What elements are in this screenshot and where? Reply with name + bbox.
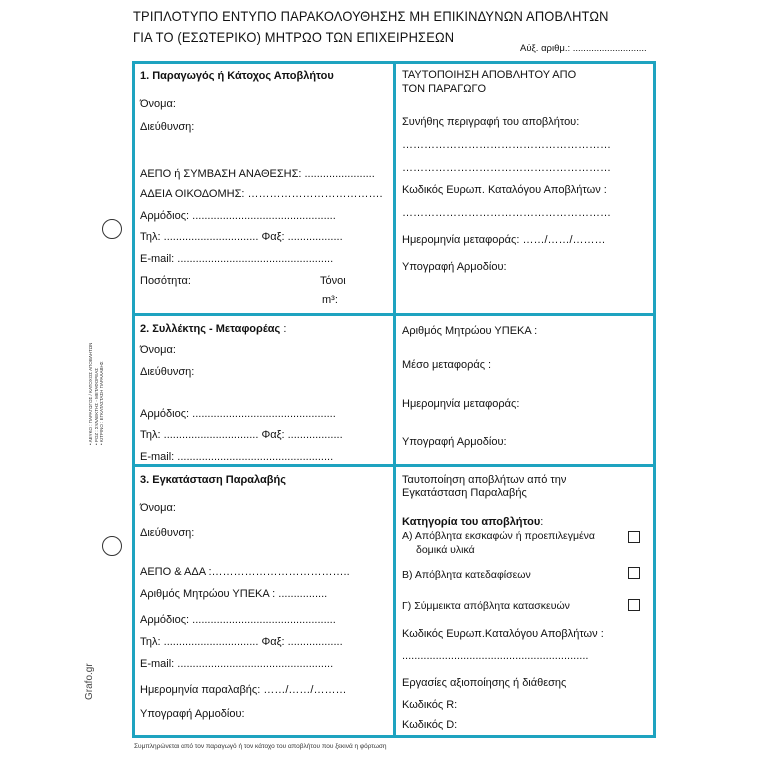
section-3-heading: 3. Εγκατάσταση Παραλαβής <box>140 474 286 486</box>
collector-address-field[interactable]: Διεύθυνση: <box>140 366 195 378</box>
collector-signature-field[interactable]: Υπογραφή Αρμοδίου: <box>402 436 507 448</box>
usual-description-label: Συνήθης περιγραφή του αποβλήτου: <box>402 116 580 128</box>
brand-label: Grafo.gr <box>84 663 95 700</box>
form-title-line-2: ΓΙΑ ΤΟ (ΕΣΩΤΕΡΙΚΟ) ΜΗΤΡΩΟ ΤΩΝ ΕΠΙΧΕΙΡΗΣΕΩΝ <box>133 29 455 45</box>
category-b-label: Β) Απόβλητα κατεδαφίσεων <box>402 569 531 581</box>
punch-hole-bottom <box>102 536 122 556</box>
section-1-heading: 1. Παραγωγός ή Κάτοχος Αποβλήτου <box>140 70 334 82</box>
facility-phone-fax-field[interactable]: Τηλ: ............................... Φαξ: .................. <box>140 636 343 648</box>
quantity-label: Ποσότητα: <box>140 275 191 287</box>
producer-address-field[interactable]: Διεύθυνση: <box>140 121 195 133</box>
waste-category-label-text: Κατηγορία του αποβλήτου <box>402 516 541 528</box>
receipt-date-field[interactable]: Ημερομηνία παραλαβής: ……/……/……… <box>140 684 347 696</box>
producer-aepo-field[interactable]: ΑΕΠΟ ή ΣΥΜΒΑΣΗ ΑΝΑΘΕΣΗΣ: ....................... <box>140 168 375 180</box>
collector-responsible-field[interactable]: Αρμόδιος: ............................................... <box>140 408 336 420</box>
facility-waste-id-heading-line-1: Ταυτοποίηση αποβλήτων από την <box>402 474 567 486</box>
category-a-label-line-2: δομικά υλικά <box>416 544 475 556</box>
category-c-label: Γ) Σύμμεικτα απόβλητα κατασκευών <box>402 600 570 612</box>
transport-means-field[interactable]: Μέσο μεταφοράς : <box>402 359 492 371</box>
punch-hole-top <box>102 219 122 239</box>
facility-aepo-ada-field[interactable]: ΑΕΠΟ & ΑΔΑ :……………………………….. <box>140 566 350 578</box>
section-2-heading <box>140 323 286 335</box>
collector-email-field[interactable]: E-mail: ................................................... <box>140 451 334 463</box>
category-c-checkbox[interactable] <box>628 599 640 611</box>
section-2-heading-text: 2. Συλλέκτης - Μεταφορέας <box>140 323 281 335</box>
waste-id-heading-line-2: ΤΟΝ ΠΑΡΑΓΩΓΟ <box>402 83 487 95</box>
category-b-checkbox[interactable] <box>628 567 640 579</box>
facility-name-field[interactable]: Όνομα: <box>140 502 176 514</box>
copy-legend-white: • ΛΕΥΚΟ : ΠΑΡΑΓΩΓΟΣ / ΚΑΤΟΧΟΣ ΑΠΟΒΛΗΤΩΝ <box>88 342 93 445</box>
recovery-disposal-label: Εργασίες αξιοποίησης ή διάθεσης <box>402 677 567 689</box>
section-divider-2 <box>132 464 656 467</box>
eu-waste-code-label: Κωδικός Ευρωπ. Καταλόγου Αποβλήτων : <box>402 184 607 196</box>
collector-name-field[interactable]: Όνομα: <box>140 344 176 356</box>
producer-name-field[interactable]: Όνομα: <box>140 98 176 110</box>
transport-date-field[interactable]: Ημερομηνία μεταφοράς: ……/……/……… <box>402 234 606 246</box>
code-r-field[interactable]: Κωδικός R: <box>402 699 458 711</box>
eu-waste-code-field[interactable]: ………………………………………………… <box>402 207 611 219</box>
copy-color-legend <box>88 295 105 445</box>
facility-eu-code-field[interactable]: ............................................................. <box>402 650 589 662</box>
facility-responsible-field[interactable]: Αρμόδιος: ............................................... <box>140 614 336 626</box>
footer-note: Συμπληρώνεται από τον παραγωγό ή τον κάτοχο του αποβλήτου που ξεκινά η φόρτωση <box>134 743 387 750</box>
facility-signature-field[interactable]: Υπογραφή Αρμοδίου: <box>140 708 245 720</box>
producer-signature-field[interactable]: Υπογραφή Αρμοδίου: <box>402 261 507 273</box>
facility-eu-code-label: Κωδικός Ευρωπ.Καταλόγου Αποβλήτων : <box>402 628 604 640</box>
waste-category-label <box>402 516 543 528</box>
usual-description-line-1[interactable]: ………………………………………………… <box>402 139 611 151</box>
section-divider-1 <box>132 313 656 316</box>
facility-email-field[interactable]: E-mail: ................................................... <box>140 658 334 670</box>
quantity-tons-field[interactable]: Τόνοι <box>320 275 346 287</box>
collector-transport-date-field[interactable]: Ημερομηνία μεταφοράς: <box>402 398 520 410</box>
section-2-heading-colon: : <box>280 323 287 335</box>
form-title-line-1: ΤΡΙΠΛΟΤΥΠΟ ΕΝΤΥΠΟ ΠΑΡΑΚΟΛΟΥΘΗΣΗΣ ΜΗ ΕΠΙΚΙΝΔΥΝΩΝ ΑΠΟΒΛΗΤΩΝ <box>133 8 609 24</box>
serial-number-field: Αύξ. αριθμ.: ............................ <box>520 43 647 54</box>
collector-phone-fax-field[interactable]: Τηλ: ............................... Φαξ: .................. <box>140 429 343 441</box>
copy-legend-yellow: • ΚΙΤΡΙΝΟ : ΕΓΚΑΤΑΣΤΑΣΗ ΠΑΡΑΛΑΒΗΣ <box>99 361 104 445</box>
waste-id-heading-line-1: ΤΑΥΤΟΠΟΙΗΣΗ ΑΠΟΒΛΗΤΟΥ ΑΠΟ <box>402 69 577 81</box>
producer-email-field[interactable]: E-mail: ................................................... <box>140 253 334 265</box>
producer-responsible-field[interactable]: Αρμόδιος: ............................................... <box>140 210 336 222</box>
producer-phone-fax-field[interactable]: Τηλ: ............................... Φαξ: .................. <box>140 231 343 243</box>
waste-category-label-colon: : <box>540 516 544 528</box>
category-a-label-line-1: Α) Απόβλητα εκσκαφών ή προεπιλεγμένα <box>402 530 595 542</box>
usual-description-line-2[interactable]: ………………………………………………… <box>402 162 611 174</box>
quantity-m3-field[interactable]: m³: <box>322 294 338 306</box>
facility-registry-field[interactable]: Αριθμός Μητρώου ΥΠΕΚΑ : ................ <box>140 588 328 600</box>
facility-address-field[interactable]: Διεύθυνση: <box>140 527 195 539</box>
code-d-field[interactable]: Κωδικός D: <box>402 719 458 731</box>
collector-registry-field[interactable]: Αριθμός Μητρώου ΥΠΕΚΑ : <box>402 325 538 337</box>
facility-waste-id-heading-line-2: Εγκατάσταση Παραλαβής <box>402 487 527 499</box>
copy-legend-pink: • ΡΟΖ : ΣΥΛΛΕΚΤΗΣ - ΜΕΤΑΦΟΡΕΑΣ <box>93 368 99 445</box>
producer-permit-field[interactable]: ΑΔΕΙΑ ΟΙΚΟΔΟΜΗΣ: ………………………………. <box>140 188 383 200</box>
category-a-checkbox[interactable] <box>628 531 640 543</box>
column-divider <box>393 61 396 738</box>
